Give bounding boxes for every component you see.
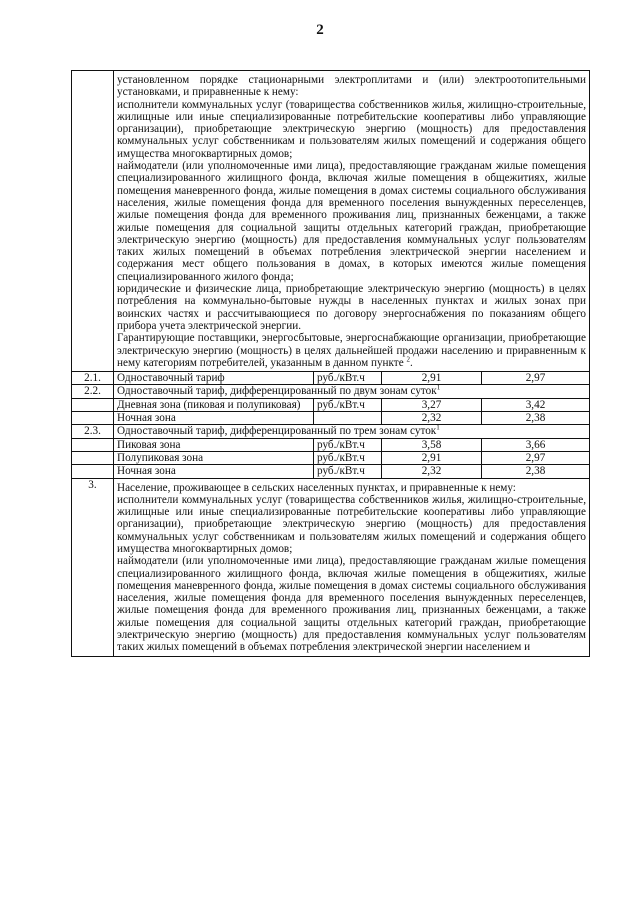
table-row <box>72 438 590 451</box>
row-number-cell <box>72 438 114 451</box>
tariff-group-text: Одноставочный тариф, дифференцированный по трем зонам суток <box>117 425 437 438</box>
table-row <box>72 451 590 464</box>
table-row <box>72 372 590 385</box>
unit: руб./кВт.ч <box>314 398 382 411</box>
table-row <box>72 385 590 398</box>
value-second-half: 2,97 <box>482 372 590 385</box>
table-row <box>72 398 590 411</box>
value-second-half: 3,66 <box>482 438 590 451</box>
page-number: 2 <box>316 22 324 38</box>
consumer-description-cell <box>114 71 590 372</box>
paragraph: наймодатели (или уполномоченные ими лица), предоставляющие гражданам жилые помещения специализированного жилищного фонда, включая жилые помещения в общежитиях, жилые помещения маневренного фонда, жилые помещения в домах системы социального обслуживания населения, жилые помещения фонда для временного поселения вынужденных переселенцев, жилые помещения фонда для временного проживания лиц, признанных беженцами, а также жилые помещения для социальной защиты отдельных категорий граждан, приобретающие электрическую энергию (мощность) для предоставления коммунальных услуг пользователям таких жилых помещений в объемах потребления электрической энергии населением и содержания мест общего пользования в домах, в которых имеются жилые помещения специализированного жилого фонда; <box>117 160 586 283</box>
footnote-ref: 1 <box>436 383 441 392</box>
consumer-description-cell <box>114 478 590 656</box>
footnote-ref: 1 <box>436 423 440 432</box>
tariff-name: Одноставочный тариф <box>114 372 314 385</box>
value-first-half: 2,32 <box>382 412 482 425</box>
unit <box>314 412 382 425</box>
value-first-half: 2,91 <box>382 451 482 464</box>
zone-name: Дневная зона (пиковая и полупиковая) <box>114 398 314 411</box>
tariff-group-name <box>114 385 590 398</box>
paragraph: исполнители коммунальных услуг (товарищества собственников жилья, жилищно-строительные, жилищные или иные специализированные потребительские кооперативы либо управляющие организации), приобретающие электрическую энергию (мощность) для предоставления коммунальных услуг собственникам и пользователям жилых помещений и содержания общего имущества многоквартирных домов; <box>117 98 586 160</box>
row-number-cell <box>72 465 114 478</box>
zone-name: Ночная зона <box>114 465 314 478</box>
row-number-cell <box>72 451 114 464</box>
value-second-half: 3,42 <box>482 398 590 411</box>
paragraph-text: Гарантирующие поставщики, энергосбытовые, энергоснабжающие организации, приобретающие электрическую энергию (мощность) в целях дальнейшей продажи населению и приравненным к нему категориям потребителей, указанным в данном пункте <box>117 332 586 369</box>
value-second-half: 2,97 <box>482 451 590 464</box>
footnote-ref: 2 <box>406 355 410 364</box>
tariff-group-name <box>114 425 590 438</box>
unit: руб./кВт.ч <box>314 451 382 464</box>
zone-name: Пиковая зона <box>114 438 314 451</box>
row-number: 2.2. <box>72 385 114 398</box>
value-second-half: 2,38 <box>482 412 590 425</box>
table-row <box>72 425 590 438</box>
paragraph: установленном порядке стационарными электроплитами и (или) электроотопительными установками, и приравненные к нему: <box>117 74 586 99</box>
row-number-cell <box>72 71 114 372</box>
table-row <box>72 412 590 425</box>
paragraph: юридические и физические лица, приобретающие электрическую энергию (мощность) в целях потребления на коммунально-бытовые нужды в населенных пунктах и жилых зонах при воинских частях и рассчитывающиеся по договору энергоснабжения по показаниям общего прибора учета электрической энергии. <box>117 283 586 332</box>
unit: руб./кВт.ч <box>314 438 382 451</box>
zone-name: Ночная зона <box>114 412 314 425</box>
table-row <box>72 71 590 372</box>
tariff-group-text: Одноставочный тариф, дифференцированный по двум зонам суток <box>117 385 437 398</box>
value-first-half: 3,27 <box>382 398 482 411</box>
table-row <box>72 465 590 478</box>
paragraph: исполнители коммунальных услуг (товарищества собственников жилья, жилищно-строительные, жилищные или иные специализированные потребительские кооперативы либо управляющие организации), приобретающие электрическую энергию (мощность) для предоставления коммунальных услуг собственникам и пользователям жилых помещений и содержания общего имущества многоквартирных домов; <box>117 493 586 555</box>
table-row <box>72 478 590 656</box>
zone-name: Полупиковая зона <box>114 451 314 464</box>
tariff-table <box>71 70 590 657</box>
row-number: 2.1. <box>72 372 114 385</box>
value-first-half: 3,58 <box>382 438 482 451</box>
paragraph: Гарантирующие поставщики, энергосбытовые, энергоснабжающие организации, приобретающие электрическую энергию (мощность) в целях дальнейшей продажи населению и приравненным к нему категориям потребителей, указанным в данном пункте $^2$. <box>117 332 586 369</box>
value-first-half: 2,32 <box>382 465 482 478</box>
unit: руб./кВт.ч <box>314 465 382 478</box>
unit: руб./кВт.ч <box>314 372 382 385</box>
paragraph: Население, проживающее в сельских населенных пунктах, и приравненные к нему: <box>117 481 516 494</box>
row-number: 2.3. <box>72 425 114 438</box>
row-number-cell <box>72 412 114 425</box>
value-second-half: 2,38 <box>482 465 590 478</box>
row-number-cell <box>72 398 114 411</box>
row-number: 3. <box>72 478 114 656</box>
paragraph: наймодатели (или уполномоченные ими лица), предоставляющие гражданам жилые помещения специализированного жилищного фонда, включая жилые помещения в общежитиях, жилые помещения маневренного фонда, жилые помещения в домах системы социального обслуживания населения, жилые помещения фонда для временного поселения вынужденных переселенцев, жилые помещения фонда для временного проживания лиц, признанных беженцами, а также жилые помещения для социальной защиты отдельных категорий граждан, приобретающие электрическую энергию (мощность) для предоставления коммунальных услуг пользователям таких жилых помещений в объемах потребления электрической энергии населением и <box>117 555 586 654</box>
value-first-half: 2,91 <box>382 372 482 385</box>
